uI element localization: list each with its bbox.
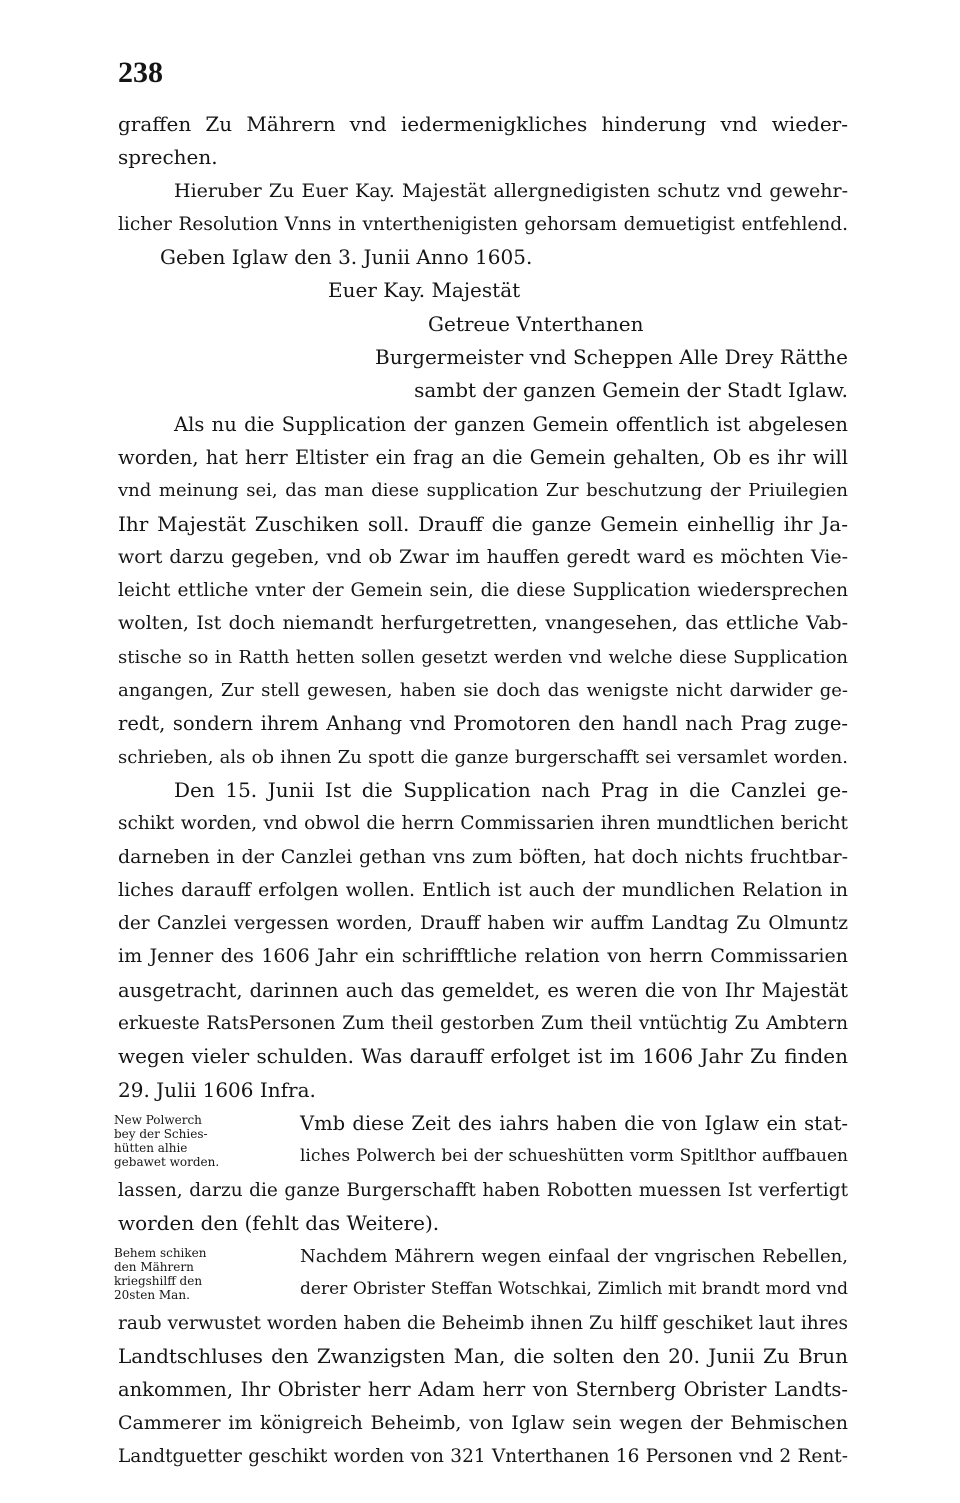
text-line: redt, sondern ihrem Anhang vnd Promotoren den handl nach Prag zuge- xyxy=(118,712,848,736)
signature-line: Burgermeister vnd Scheppen Alle Drey Rätthe xyxy=(375,345,848,370)
text-line: wegen vieler schulden. Was darauff erfolget ist im 1606 Jahr Zu finden xyxy=(118,1044,848,1069)
text-line: erkueste RatsPersonen Zum theil gestorben Zum theil vntüchtig Zu Ambtern xyxy=(118,1013,848,1035)
text-line: vnd meinung sei, das man diese supplication Zur beschutzung der Priuilegien xyxy=(118,480,848,502)
text-line: der Canzlei vergessen worden, Drauff haben wir auffm Landtag Zu Olmuntz xyxy=(118,913,848,935)
body-text xyxy=(114,108,848,1473)
text-line: graffen Zu Mährern vnd iedermenigkliches hinderung vnd wieder- xyxy=(118,112,848,136)
paragraph-kriegshilff xyxy=(114,1240,848,1473)
text-line: raub verwustet worden haben die Beheimb ihnen Zu hilff geschiket laut ihres xyxy=(118,1312,848,1334)
text-line: angangen, Zur stell gewesen, haben sie doch das wenigste nicht darwider ge- xyxy=(118,680,848,702)
text-line: sprechen. xyxy=(118,145,218,170)
text-line: ankommen, Ihr Obrister herr Adam herr von Sternberg Obrister Landts- xyxy=(118,1378,848,1402)
text-line: wolten, Ist doch niemandt herfurgetretten, vnangesehen, das ettliche Vab- xyxy=(118,612,848,635)
text-line: derer Obrister Steffan Wotschkai, Zimlich mit brandt mord vnd xyxy=(300,1279,848,1300)
text-line: Nachdem Mährern wegen einfaal der vngrischen Rebellen, xyxy=(300,1246,848,1268)
text-line: liches Polwerch bei der schueshütten vorm Spitlthor auffbauen xyxy=(300,1146,848,1167)
salutation-line: Euer Kay. Majestät xyxy=(328,278,521,303)
text-line: im Jenner des 1606 Jahr ein schrifftliche relation von herrn Commissarien xyxy=(118,945,848,968)
paragraph-polwerch xyxy=(114,1107,848,1240)
page-number: 238 xyxy=(118,56,163,89)
text-line: Ihr Majestät Zuschiken soll. Drauff die ganze Gemein einhellig ihr Ja- xyxy=(118,511,848,536)
text-line: 29. Julii 1606 Infra. xyxy=(118,1077,316,1102)
text-line: liches darauff erfolgen wollen. Entlich ist auch der mundlichen Relation in xyxy=(118,878,848,901)
text-line: Vmb diese Zeit des iahrs haben die von Iglaw ein stat- xyxy=(300,1111,848,1135)
text-line: schrieben, als ob ihnen Zu spott die ganze burgerschafft sei versamlet worden. xyxy=(118,746,848,768)
signature-line: Getreue Vnterthanen xyxy=(428,311,644,336)
text-line: ausgetracht, darinnen auch das gemeldet, es weren die von Ihr Majestät xyxy=(118,978,848,1002)
text-line: Cammerer im königreich Beheimb, von Iglaw sein wegen der Behmischen xyxy=(118,1411,848,1434)
text-line: Den 15. Junii Ist die Supplication nach Prag in die Canzlei ge- xyxy=(174,777,848,802)
date-line: Geben Iglaw den 3. Junii Anno 1605. xyxy=(160,245,533,270)
signature-line: sambt der ganzen Gemein der Stadt Iglaw. xyxy=(414,378,848,403)
text-line: darneben in der Canzlei gethan vns zum böften, hat doch nichts fruchtbar- xyxy=(118,845,848,868)
text-line: schikt worden, vnd obwol die herrn Commissarien ihren mundtlichen bericht xyxy=(118,813,848,835)
text-line: Landtguetter geschikt worden von 321 Vnterthanen 16 Personen vnd 2 Rent- xyxy=(118,1445,848,1467)
text-line: Als nu die Supplication der ganzen Gemein offentlich ist abgelesen xyxy=(174,412,848,436)
text-line: worden den (fehlt das Weitere). xyxy=(118,1210,440,1235)
text-line: licher Resolution Vnns in vnterthenigisten gehorsam demuetigist entfehlend. xyxy=(118,213,848,235)
text-line: worden, hat herr Eltister ein frag an die Gemein gehalten, Ob es ihr will xyxy=(118,445,848,469)
text-line: Landtschluses den Zwanzigsten Man, die solten den 20. Junii Zu Brun xyxy=(118,1343,848,1368)
text-line: Hieruber Zu Euer Kay. Majestät allergnedigisten schutz vnd gewehr- xyxy=(174,179,848,202)
text-line: leicht ettliche vnter der Gemein sein, die diese Supplication wiedersprechen xyxy=(118,580,848,602)
text-line: wort darzu gegeben, vnd ob Zwar im hauffen geredt ward es möchten Vie- xyxy=(118,545,848,568)
marginal-note: New Polwerch bey der Schies- hütten alhie gebawet worden. xyxy=(114,1112,220,1169)
text-line: lassen, darzu die ganze Burgerschafft haben Robotten muessen Ist verfertigt xyxy=(118,1179,848,1201)
marginal-note: Behem schiken den Mährern kriegshilff den 20sten Man. xyxy=(114,1246,207,1303)
text-line: stische so in Ratth hetten sollen gesetzt werden vnd welche diese Supplication xyxy=(118,646,848,668)
